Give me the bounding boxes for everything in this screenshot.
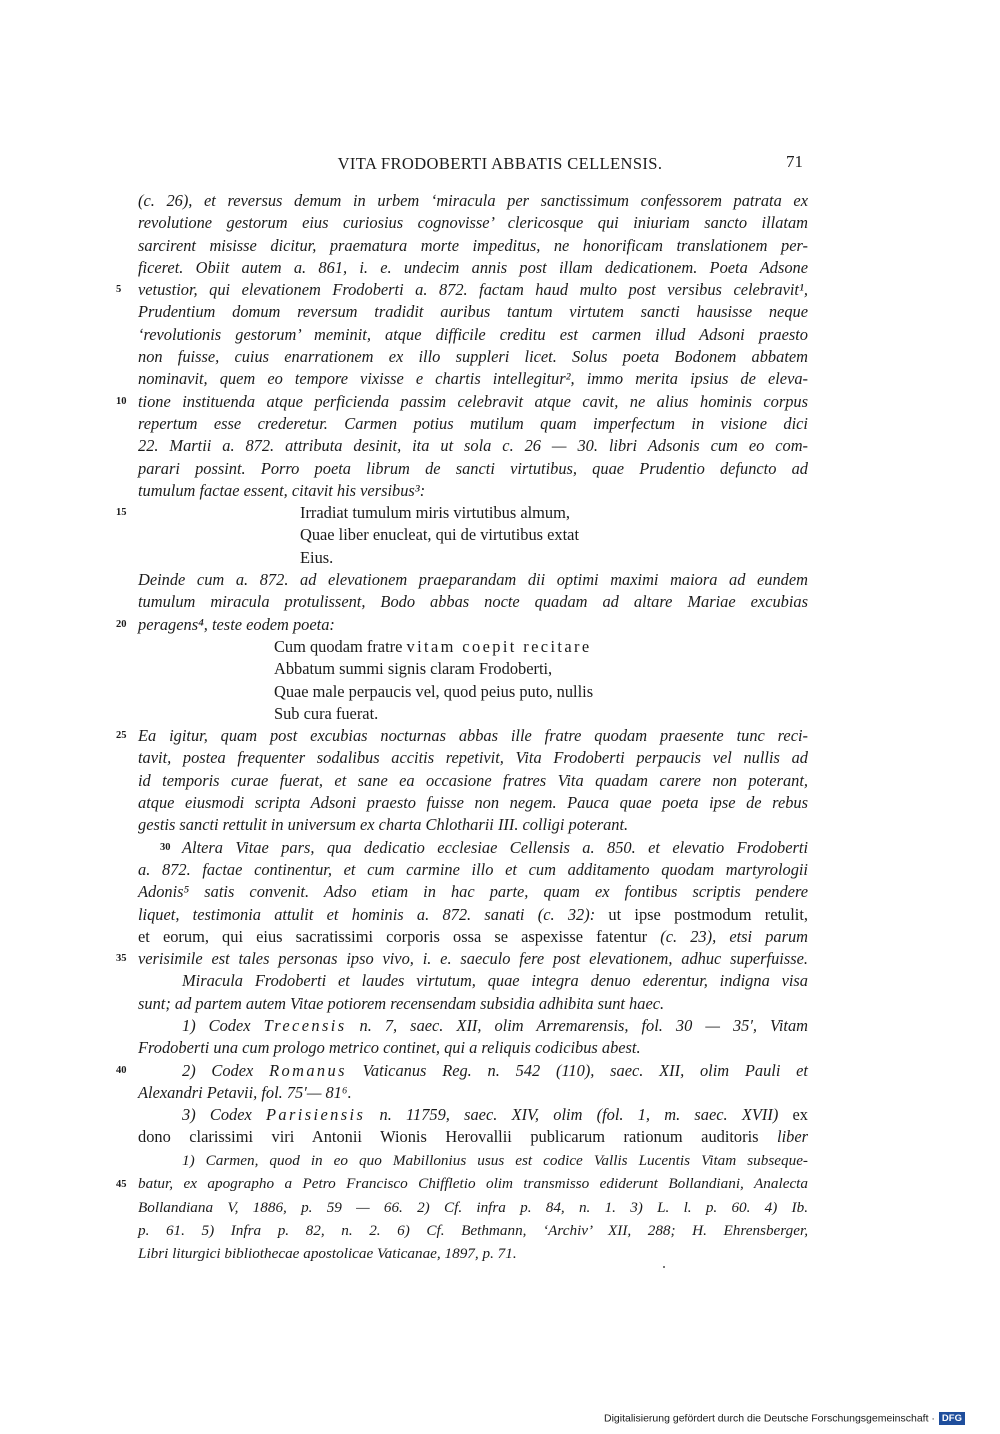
codex-entry-1-cont: Frodoberti una cum prologo metrico continet, qui a reliquis codicibus abest. bbox=[138, 1038, 641, 1058]
line-text: repertum esse crederetur. Carmen potius mutilum quam imperfectum in visione dici bbox=[138, 413, 808, 433]
footnote-line bbox=[116, 1172, 808, 1195]
line-text: batur, ex apographo a Petro Francisco Chiffletio olim transmisso ediderunt Bollandiani, Analecta bbox=[138, 1175, 808, 1193]
line-number: 45 bbox=[116, 1179, 127, 1191]
text-line bbox=[138, 837, 808, 859]
verse-text: Abbatum summi signis claram Frodoberti, bbox=[274, 659, 553, 679]
line-text: tione instituenda atque perficienda passim celebravit atque cavit, ne alius hominis corpus bbox=[138, 391, 808, 411]
verse-line bbox=[138, 636, 808, 658]
text-line bbox=[138, 257, 808, 279]
verse-line bbox=[138, 703, 808, 725]
text-line bbox=[138, 324, 808, 346]
codex-description-roman: dono clarissimi viri Antonii Wionis Herovallii publicarum rationum auditoris bbox=[138, 1127, 778, 1147]
page-number: 71 bbox=[786, 152, 803, 171]
text-line bbox=[138, 569, 808, 591]
text-line bbox=[116, 614, 808, 636]
line-text: Libri liturgici bibliothecae apostolicae Vaticanae, 1897, p. 71. bbox=[138, 1245, 517, 1263]
text-line bbox=[138, 235, 808, 257]
text-line bbox=[138, 993, 808, 1015]
text-line bbox=[138, 413, 808, 435]
line-text: ficeret. Obiit autem a. 861, i. e. undecim annis post illam dedicationem. Poeta Adsone bbox=[138, 257, 808, 277]
verse-line bbox=[138, 658, 808, 680]
text-line bbox=[138, 458, 808, 480]
text-line bbox=[116, 391, 808, 413]
text-line bbox=[116, 725, 808, 747]
line-text: a. 872. factae continentur, et cum carmine illo et cum additamento quodam martyrologii bbox=[138, 859, 808, 879]
line-text: gestis sancti rettulit in universum ex charta Chlotharii III. colligi poterant. bbox=[138, 815, 629, 835]
text-line-roman: ut ipse postmodum retulit, bbox=[608, 904, 809, 924]
credit-text: Digitalisierung gefördert durch die Deutsche Forschungsgemeinschaft · bbox=[604, 1412, 935, 1425]
line-number: 10 bbox=[116, 395, 127, 407]
footnote-line bbox=[138, 1196, 808, 1219]
verse-line bbox=[138, 524, 808, 546]
footnote-line bbox=[138, 1219, 808, 1242]
running-header-title: VITA FRODOBERTI ABBATIS CELLENSIS. bbox=[337, 154, 663, 173]
text-line bbox=[116, 948, 808, 970]
verse-text: Cum quodam fratre bbox=[274, 636, 407, 656]
codex-name: Trecensis bbox=[263, 1015, 347, 1035]
codex-description: Vaticanus Reg. n. 542 (110), saec. XII, olim Pauli et bbox=[346, 1060, 808, 1080]
verse-line bbox=[138, 547, 808, 569]
text-line bbox=[138, 792, 808, 814]
footnotes bbox=[116, 1149, 808, 1265]
line-text: 22. Martii a. 872. attributa desinit, ita ut sola c. 26 — 30. libri Adsonis cum eo com- bbox=[138, 436, 808, 456]
line-text: Deinde cum a. 872. ad elevationem praeparandam dii optimi maximi maiora ad eundem bbox=[138, 570, 808, 590]
text-line bbox=[138, 435, 808, 457]
line-text: Quae liber enucleat, qui de virtutibus extat bbox=[300, 525, 580, 545]
codex-entry-2 bbox=[116, 1060, 808, 1082]
line-text: 1) Carmen, quod in eo quo Mabillonius usus est codice Vallis Lucentis Vitam subseque- bbox=[182, 1152, 808, 1169]
text-line bbox=[138, 926, 808, 948]
line-text: (c. 26), et reversus demum in urbem ‘miracula per sanctissimum confessorem patrata ex bbox=[138, 191, 808, 210]
codex-number: 3) Codex bbox=[182, 1105, 266, 1125]
line-number: 35 bbox=[116, 953, 127, 965]
text-line bbox=[138, 301, 808, 323]
codex-entry-2-cont: Alexandri Petavii, fol. 75′— 81⁶. bbox=[138, 1082, 352, 1102]
line-text: sarcirent misisse dicitur, praematura morte impeditus, ne honorificam translationem per- bbox=[138, 235, 808, 255]
text-line bbox=[138, 970, 808, 992]
line-text: nominavit, quem eo tempore vixisse e chartis intellegitur², immo merita ipsius de eleva- bbox=[138, 369, 808, 389]
text-line bbox=[138, 814, 808, 836]
line-text: verisimile est tales personas ipso vivo, i. e. saeculo fere post elevationem, adhuc superfuisse. bbox=[138, 949, 808, 969]
line-text: Ea igitur, quam post excubias nocturnas abbas ille fratre quodam praesente tunc reci- bbox=[138, 726, 808, 746]
main-text bbox=[116, 190, 809, 1149]
digitization-credit bbox=[604, 1412, 996, 1425]
line-text: revolutione gestorum eius curiosius cognovisse’ clericosque qui iniuriam sancto illatam bbox=[138, 213, 808, 233]
line-text: Irradiat tumulum miris virtutibus almum, bbox=[300, 503, 570, 523]
line-text: tavit, postea frequenter sodalibus accitis repetivit, Vita Frodoberti perpaucis vel nullis ad bbox=[138, 748, 808, 768]
codex-entry-3-cont bbox=[138, 1126, 808, 1148]
line-text: vetustior, qui elevationem Frodoberti a. 872. factam haud multo post versibus celebravit¹, bbox=[138, 280, 808, 300]
footnote-line bbox=[138, 1242, 808, 1265]
line-text: Bollandiana V, 1886, p. 59 — 66. 2) Cf. infra p. 84, n. 1. 3) L. l. p. 60. 4) Ib. bbox=[138, 1198, 808, 1216]
codex-description-roman: ex bbox=[792, 1105, 808, 1125]
line-text: Adonis⁵ satis convenit. Adso etiam in hac parte, quam ex fontibus scriptis pendere bbox=[138, 882, 808, 902]
text-line bbox=[138, 480, 808, 502]
text-line-roman: et eorum, qui eius sacratissimi corporis ossa se aspexisse fatentur bbox=[138, 926, 661, 946]
line-number: 15 bbox=[116, 507, 127, 519]
codex-entry-3 bbox=[138, 1104, 808, 1126]
verse-text: Sub cura fuerat. bbox=[274, 703, 379, 723]
text-line bbox=[138, 770, 808, 792]
text-line bbox=[138, 212, 808, 234]
codex-number: 1) Codex bbox=[182, 1015, 264, 1035]
line-text: atque eiusmodi scripta Adsoni praesto fuisse non negem. Pauca quae poeta ipse de rebus bbox=[138, 793, 808, 813]
codex-name: Parisiensis bbox=[266, 1105, 366, 1125]
line-text: id temporis curae fuerat, et sane ea occasione fratres Vita quadam carere non poterant, bbox=[138, 770, 808, 790]
verse-text: Quae male perpaucis vel, quod peius puto, nullis bbox=[274, 681, 594, 701]
text-line bbox=[138, 368, 808, 390]
line-text: Altera Vitae pars, qua dedicatio ecclesiae Cellensis a. 850. et elevatio Frodoberti bbox=[182, 837, 808, 857]
verse-line bbox=[116, 502, 808, 524]
line-text: tumulum factae essent, citavit his versibus³: bbox=[138, 480, 426, 500]
text-line bbox=[138, 346, 808, 368]
line-text: peragens⁴, teste eodem poeta: bbox=[138, 614, 335, 634]
codex-description: n. 11759, saec. XIV, olim (fol. 1, m. saec. XVII) bbox=[365, 1105, 793, 1125]
footnote-line bbox=[138, 1149, 808, 1172]
text-line bbox=[138, 591, 808, 613]
line-text: Prudentium domum reversum tradidit auribus tantum virtutem sancti hausisse neque bbox=[138, 302, 808, 322]
line-number: 25 bbox=[116, 730, 127, 742]
line-text: parari possint. Porro poeta librum de sancti virtutibus, quae Prudentio defuncto ad bbox=[138, 458, 808, 478]
verse-line bbox=[138, 681, 808, 703]
text-line bbox=[138, 859, 808, 881]
line-number: 5 bbox=[116, 284, 122, 296]
text-line bbox=[116, 279, 808, 301]
line-number: 20 bbox=[116, 618, 127, 630]
text-line-italic: liquet, testimonia attulit et hominis a. 872. sanati (c. 32): bbox=[138, 904, 609, 924]
text-line bbox=[138, 881, 808, 903]
dfg-logo: DFG bbox=[939, 1412, 965, 1425]
codex-entry-1 bbox=[138, 1015, 808, 1037]
line-number: 40 bbox=[116, 1064, 127, 1076]
line-text: p. 61. 5) Infra p. 82, n. 2. 6) Cf. Bethmann, ‘Archiv’ XII, 288; H. Ehrensberger, bbox=[138, 1221, 808, 1239]
line-text: Eius. bbox=[300, 547, 334, 567]
codex-description-italic: liber bbox=[777, 1127, 808, 1147]
text-line bbox=[138, 190, 808, 212]
codex-description: n. 7, saec. XII, olim Arremarensis, fol. 30 — 35′, Vitam bbox=[346, 1015, 808, 1035]
line-text: non fuisse, cuius enarrationem ex illo suppleri licet. Solus poeta Bodonem abbatem bbox=[138, 347, 808, 367]
verse-text-spaced: vitam coepit recitare bbox=[406, 636, 592, 656]
line-number: 30 bbox=[160, 841, 171, 853]
text-line-italic: (c. 23), etsi parum bbox=[660, 926, 809, 946]
line-text: Miracula Frodoberti et laudes virtutum, quae integra denuo ederentur, indigna visa bbox=[182, 971, 808, 991]
line-text: sunt; ad partem autem Vitae potiorem recensendam subsidia adhibita sunt haec. bbox=[138, 993, 665, 1013]
line-text: ‘revolutionis gestorum’ meminit, atque difficile creditu est carmen illud Adsoni praesto bbox=[138, 324, 808, 344]
codex-number: 2) Codex bbox=[182, 1060, 270, 1080]
text-line bbox=[138, 904, 808, 926]
speck bbox=[663, 1266, 665, 1268]
codex-name: Romanus bbox=[269, 1060, 347, 1080]
line-text: tumulum miracula protulissent, Bodo abbas nocte quadam ad altare Mariae excubias bbox=[138, 592, 808, 612]
text-line bbox=[138, 747, 808, 769]
